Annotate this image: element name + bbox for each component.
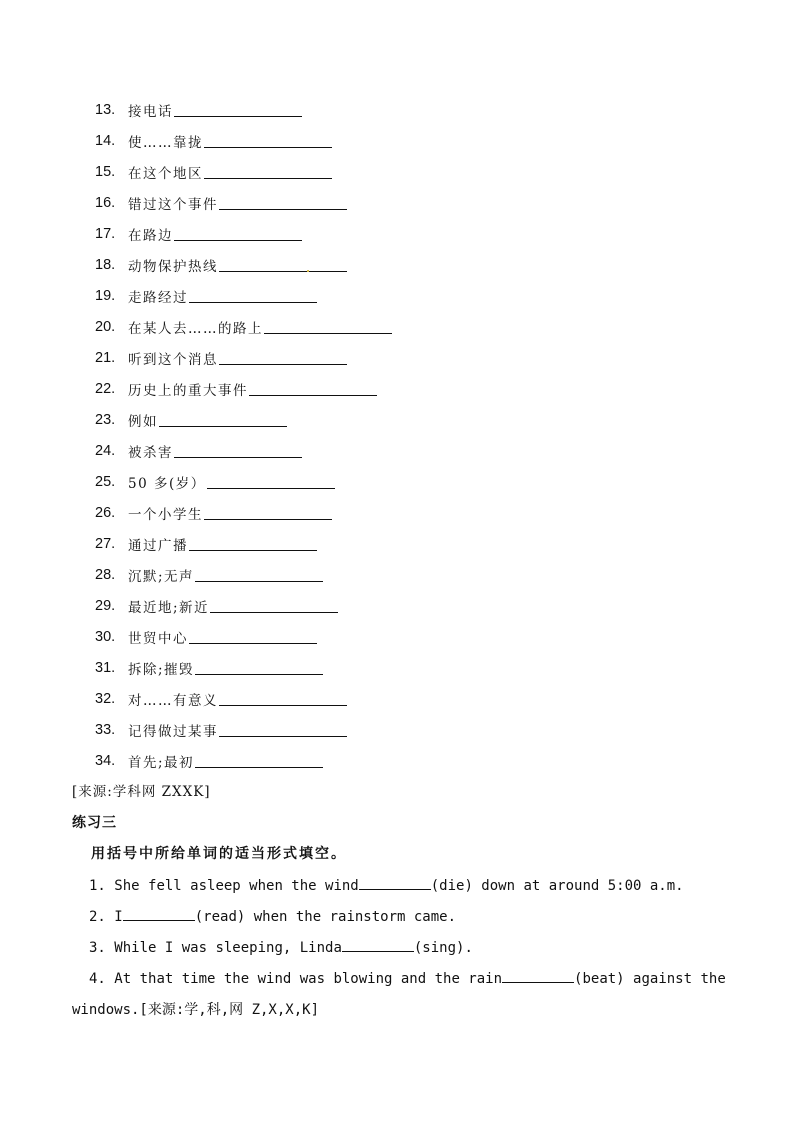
vocab-number: 27. [95,535,116,552]
vocab-number: 20. [95,318,116,335]
exercise-text: (sing). [413,940,473,956]
answer-blank[interactable] [219,195,347,210]
vocab-text: 一个小学生 [128,506,203,523]
exercise-item [89,906,714,925]
section-title: 练习三 [72,815,117,831]
instruction-text: 用括号中所给单词的适当形式填空。 [91,846,347,862]
vocab-text: 沉默;无声 [128,568,195,585]
vocab-item [95,652,695,683]
vocab-number: 28. [95,566,116,583]
vocab-number: 31. [95,659,116,676]
vocab-text: 走路经过 [128,289,188,306]
vocab-text: 接电话 [128,103,173,120]
answer-blank[interactable] [174,226,302,241]
exercise-text-continuation: windows.[来源:学,科,网 Z,X,X,K] [72,1002,320,1018]
vocab-number: 25. [95,473,116,490]
vocab-item [95,156,695,187]
vocab-item [95,218,695,249]
vocab-text: 错过这个事件 [128,196,218,213]
answer-blank[interactable] [195,660,323,675]
vocab-text: 最近地;新近 [128,599,210,616]
vocab-item [95,497,695,528]
vocab-item [95,714,695,745]
vocab-text: 记得做过某事 [128,723,218,740]
vocab-item [95,94,695,125]
answer-blank[interactable] [195,567,323,582]
exercise-text: She fell asleep when the wind [114,878,359,894]
answer-blank[interactable] [189,629,317,644]
answer-blank[interactable] [219,257,347,272]
vocab-number: 26. [95,504,116,521]
vocab-item [95,342,695,373]
answer-blank[interactable] [264,319,392,334]
vocab-item [95,373,695,404]
fill-blank[interactable] [502,968,574,983]
vocab-number: 21. [95,349,116,366]
vocab-text: 首先;最初 [128,754,195,771]
answer-blank[interactable] [204,164,332,179]
exercise-number: 1. [89,878,106,894]
answer-blank[interactable] [219,350,347,365]
exercise-number: 4. [89,971,106,987]
exercise-number: 3. [89,940,106,956]
vocab-item [95,590,695,621]
vocab-item [95,435,695,466]
vocab-text: 世贸中心 [128,630,188,647]
exercise-text: (die) down at around 5:00 a.m. [430,878,684,894]
vocab-number: 24. [95,442,116,459]
vocab-item [95,125,695,156]
vocab-text: 历史上的重大事件 [128,382,248,399]
answer-blank[interactable] [204,133,332,148]
vocab-number: 15. [95,163,116,180]
answer-blank[interactable] [249,381,377,396]
answer-blank[interactable] [195,753,323,768]
source-note: [来源:学科网 ZXXK] [72,784,211,800]
exercise-text: I [114,909,123,925]
vocab-text: 被杀害 [128,444,173,461]
vocab-text: 对……有意义 [128,692,218,709]
answer-blank[interactable] [219,691,347,706]
vocab-text: 通过广播 [128,537,188,554]
vocab-number: 29. [95,597,116,614]
vocab-text: 使……靠拢 [128,134,203,151]
answer-blank[interactable] [189,536,317,551]
vocab-text: 例如 [128,413,158,430]
vocab-text: 50 多(岁） [128,475,206,492]
vocab-item [95,559,695,590]
answer-blank[interactable] [219,722,347,737]
vocab-number: 14. [95,132,116,149]
vocab-item [95,683,695,714]
answer-blank[interactable] [207,474,335,489]
exercise-item [89,937,714,956]
vocab-number: 33. [95,721,116,738]
vocab-text: 在这个地区 [128,165,203,182]
vocab-number: 30. [95,628,116,645]
vocab-text: 在某人去……的路上 [128,320,263,337]
vocab-item [95,466,695,497]
exercise-text: While I was sleeping, Linda [114,940,342,956]
vocab-item [95,187,695,218]
vocab-number: 17. [95,225,116,242]
vocab-number: 16. [95,194,116,211]
vocab-text: 在路边 [128,227,173,244]
vocab-number: 19. [95,287,116,304]
vocab-text: 拆除;摧毁 [128,661,195,678]
vocab-item [95,621,695,652]
answer-blank[interactable] [174,102,302,117]
exercise-item [89,968,726,987]
exercise-text: (read) when the rainstorm came. [194,909,457,925]
fill-blank[interactable] [342,937,414,952]
vocab-item [95,249,695,280]
vocab-item [95,528,695,559]
vocab-number: 34. [95,752,116,769]
exercise-text: At that time the wind was blowing and the rain [114,971,503,987]
vocab-number: 22. [95,380,116,397]
answer-blank[interactable] [174,443,302,458]
vocab-list [95,94,695,776]
vocab-item [95,280,695,311]
exercise-number: 2. [89,909,106,925]
vocab-item [95,745,695,776]
vocab-number: 32. [95,690,116,707]
vocab-text: 动物保护热线 [128,258,218,275]
vocab-text: 听到这个消息 [128,351,218,368]
answer-blank[interactable] [204,505,332,520]
exercise-text: (beat) against the [574,971,726,987]
vocab-number: 23. [95,411,116,428]
fill-blank[interactable] [359,875,431,890]
vocab-number: 18. [95,256,116,273]
answer-blank[interactable] [189,288,317,303]
vocab-item [95,311,695,342]
answer-blank[interactable] [210,598,338,613]
exercise-item [89,875,714,894]
answer-blank[interactable] [159,412,287,427]
vocab-item [95,404,695,435]
vocab-number: 13. [95,101,116,118]
fill-blank[interactable] [123,906,195,921]
